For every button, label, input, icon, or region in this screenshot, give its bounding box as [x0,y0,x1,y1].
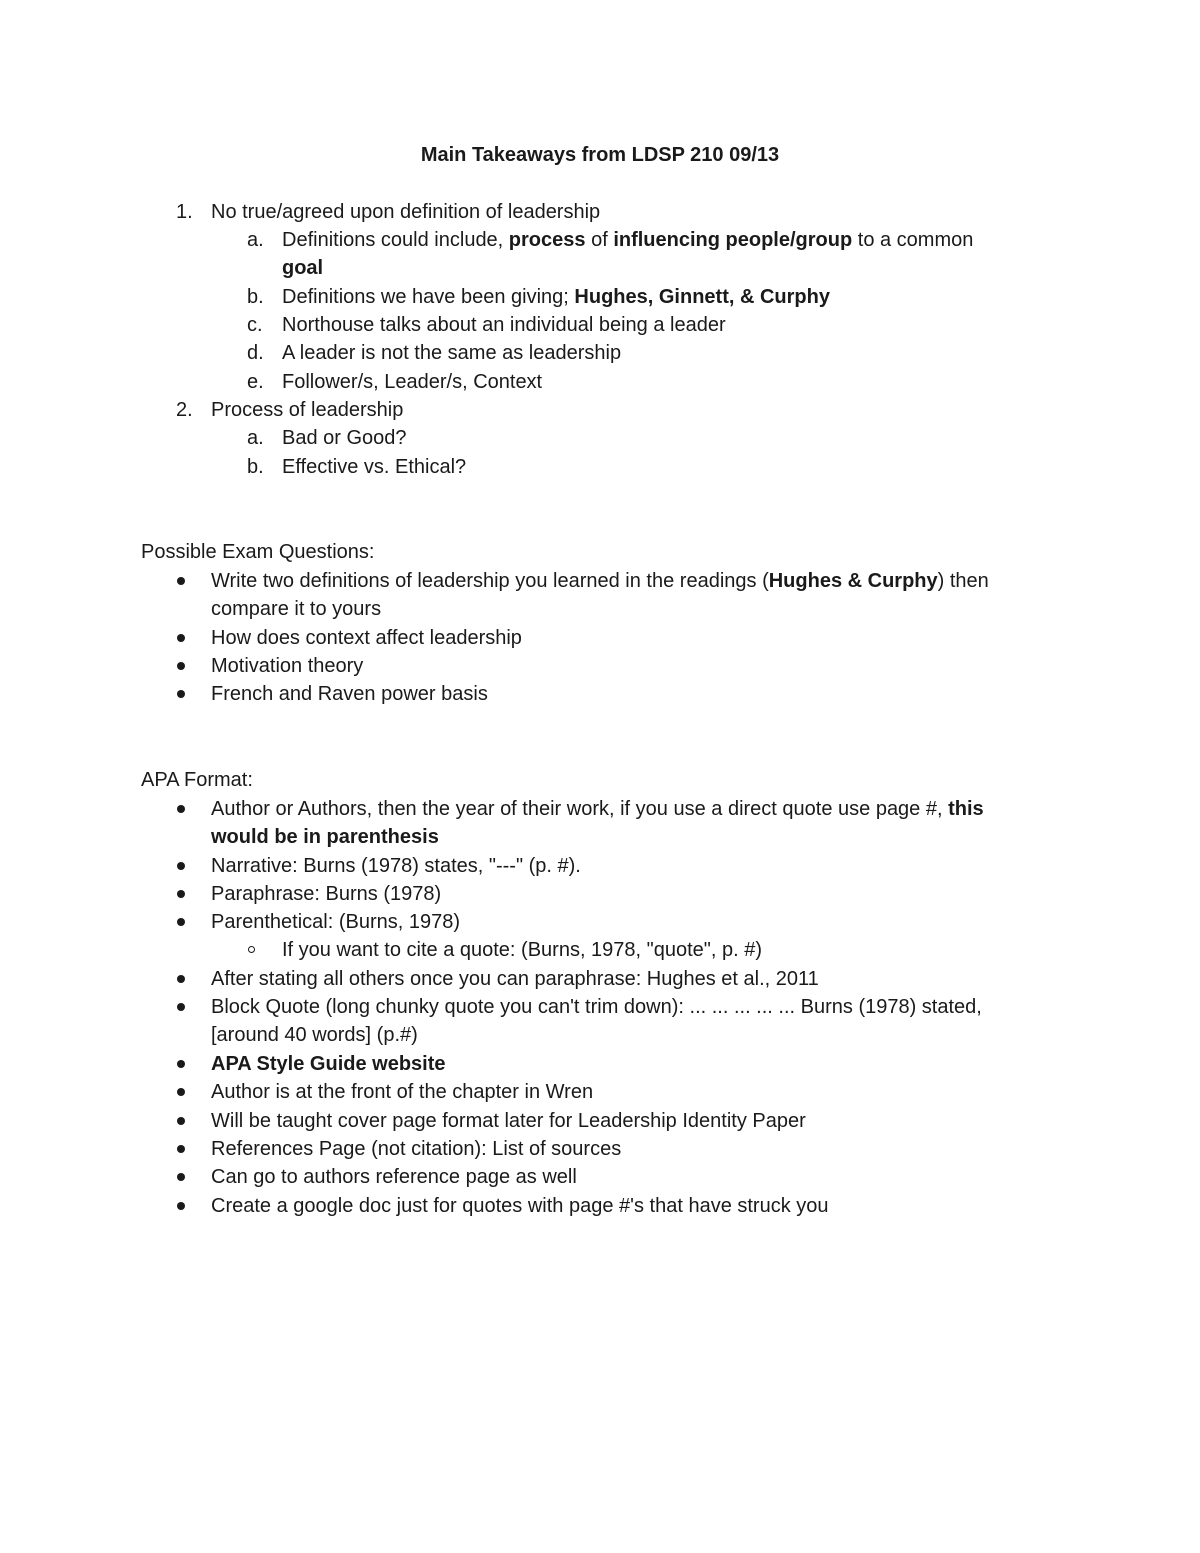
list-letter: a. [247,427,264,449]
list-item: Create a google doc just for quotes with page #'s that have struck you [211,1195,829,1217]
list-letter: d. [247,342,264,364]
list-item: Narrative: Burns (1978) states, "---" (p. #). [211,855,581,877]
list-item: Definitions could include, process of influencing people/group to a common [282,229,974,251]
bullet-icon [177,1173,185,1181]
list-item: Can go to authors reference page as well [211,1166,577,1188]
list-item: Motivation theory [211,655,364,677]
list-item: Write two definitions of leadership you learned in the readings (Hughes & Curphy) then [211,570,989,592]
list-item: Parenthetical: (Burns, 1978) [211,911,461,933]
bullet-icon [177,1202,185,1210]
list-letter: a. [247,229,264,251]
list-item-continuation: would be in parenthesis [211,826,439,848]
bullet-icon [177,805,185,813]
bullet-icon [177,975,185,983]
list-item: French and Raven power basis [211,683,488,705]
list-item: Author or Authors, then the year of their work, if you use a direct quote use page #, this [211,798,984,820]
section-heading: APA Format: [141,769,253,791]
list-item: Block Quote (long chunky quote you can't trim down): ... ... ... ... ... Burns (1978) stated, [211,996,982,1018]
list-item: Bad or Good? [282,427,407,449]
list-item: Follower/s, Leader/s, Context [282,371,543,393]
list-item-continuation: compare it to yours [211,598,382,620]
list-letter: b. [247,286,264,308]
list-letter: e. [247,371,264,393]
list-item-continuation: goal [282,257,324,279]
bullet-icon [177,862,185,870]
bullet-icon [177,1145,185,1153]
bullet-icon [177,890,185,898]
list-item: How does context affect leadership [211,627,522,649]
list-item: If you want to cite a quote: (Burns, 1978, "quote", p. #) [282,939,763,961]
list-item-continuation: [around 40 words] (p.#) [211,1024,418,1046]
list-number: 1. [176,201,193,223]
list-letter: c. [247,314,263,336]
bullet-icon [177,690,185,698]
bullet-icon [177,577,185,585]
list-item: After stating all others once you can paraphrase: Hughes et al., 2011 [211,968,819,990]
bullet-icon [177,918,185,926]
list-item: Northouse talks about an individual being a leader [282,314,726,336]
list-number: 2. [176,399,193,421]
hollow-bullet-icon [248,946,255,953]
list-item: Process of leadership [211,399,404,421]
list-letter: b. [247,456,264,478]
section-heading: Possible Exam Questions: [141,541,375,563]
list-item: Author is at the front of the chapter in Wren [211,1081,594,1103]
list-item: Effective vs. Ethical? [282,456,467,478]
list-item: Definitions we have been giving; Hughes, Ginnett, & Curphy [282,286,830,308]
page-title: Main Takeaways from LDSP 210 09/13 [420,144,780,166]
bullet-icon [177,1117,185,1125]
bullet-icon [177,1003,185,1011]
list-item: A leader is not the same as leadership [282,342,622,364]
list-item: Paraphrase: Burns (1978) [211,883,442,905]
list-item: No true/agreed upon definition of leadership [211,201,601,223]
list-item: APA Style Guide website [211,1053,446,1075]
bullet-icon [177,662,185,670]
list-item: Will be taught cover page format later for Leadership Identity Paper [211,1110,806,1132]
bullet-icon [177,634,185,642]
list-item: References Page (not citation): List of sources [211,1138,622,1160]
bullet-icon [177,1088,185,1096]
bullet-icon [177,1060,185,1068]
